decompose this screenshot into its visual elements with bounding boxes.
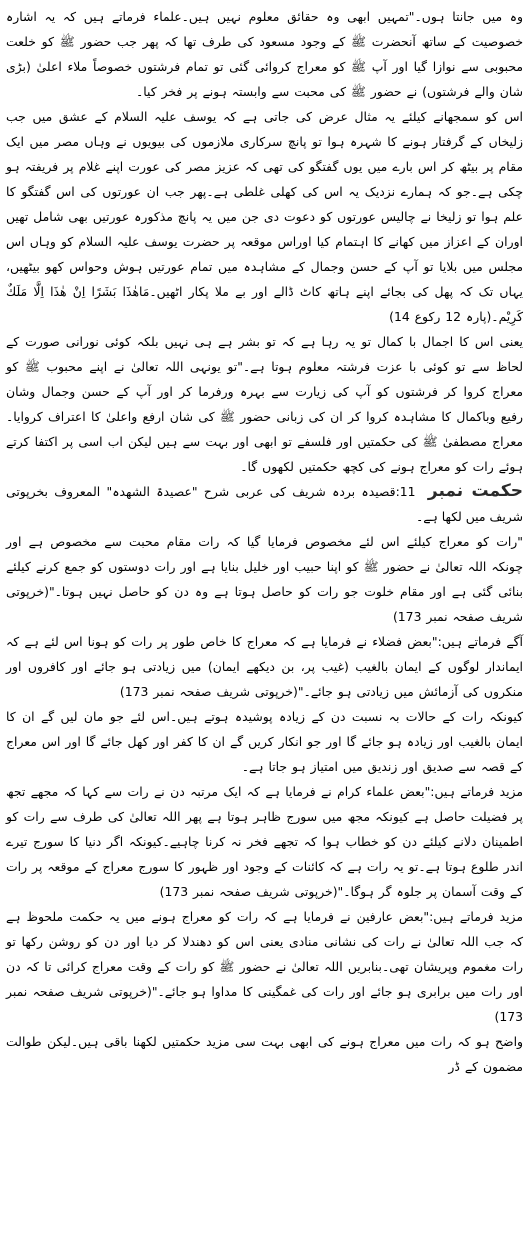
paragraph-meaning: یعنی اس کا اجمال با کمال تو یہ رہا ہے کہ تو بشر ہے ہی نہیں بلکہ کوئی نورانی صورت کے لحاظ سے تو کوئی با عزت فرشتہ معلوم ہوتا ہے۔"تو یونہی اللہ تعالیٰ نے اپنے محبوب ﷺ کو معراج کروا کر فرشتوں کو آپ کی زیارت سے بہرہ ورفرما کر اور آپ کے حسن وجمال وشان رفیع وباکمال کا مشاہدہ کروا کر ان کی زبانی حضور ﷺ کی شان ارفع واعلیٰ کا اعتراف کروایا۔معراج مصطفیٰ ﷺ کی حکمتیں اور فلسفے تو ابھی اور بہت سے ہیں لیکن اب اسی پر اکتفا کرتے ہوئے رات کو معراج ہونے کی کچھ حکمتیں لکھوں گا۔: [6, 334, 523, 474]
paragraph-intro: وہ میں جانتا ہوں۔"تمہیں ابھی وہ حقائق معلوم نہیں ہیں۔علماء فرماتے ہیں کہ یہ اشارہ خصوصیت کے ساتھ آنحضرت ﷺ کے وجود مسعود کی طرف تھا کہ پھر جب حضور ﷺ کو خلعت محبوبی سے نوازا گیا اور آپ ﷺ کو معراج کروائی گئی تو تمام فرشتوں خصوصاً ملاء اعلیٰ (بڑی شان والے فرشتوں) نے حضور ﷺ کی محبت سے وابستہ ہونے پر فخر کیا۔: [6, 9, 523, 99]
paragraph-arifin: مزید فرماتے ہیں:"بعض عارفین نے فرمایا ہے کہ رات کو معراج ہونے میں یہ حکمت ملحوظ ہے کہ جب اللہ تعالیٰ نے رات کی نشانی منادی یعنی اس کو دھندلا کر دیا اور دن کو روشن رکھا تو رات مغموم وپریشان تھی۔بنابریں اللہ تعالیٰ نے حضور ﷺ کو رات کے وقت معراج کرائی تا کہ دن اور رات میں برابری ہو جائے اور رات کی غمگینی کا مداوا ہو جائے۔"(خرپوتی شریف صفحہ نمبر 173): [6, 909, 523, 1024]
paragraph-closing: واضح ہو کہ رات میں معراج ہونے کی ابھی بہت سی مزید حکمتیں لکھنا باقی ہیں۔لیکن طوالت مضمون کے ڈر: [6, 1034, 523, 1074]
paragraph-night-hidden: کیونکہ رات کے حالات بہ نسبت دن کے زیادہ پوشیدہ ہوتے ہیں۔اس لئے جو مان لیں گے ان کا ایمان بالغیب اور زیادہ ہو جائے گا اور جو انکار کریں گے ان کا کفر اور کھل جائے گا اور اس معراج کے قصہ سے صدیق اور زندیق میں امتیاز ہو جاتا ہے۔: [6, 709, 523, 774]
paragraph-day-night-dialogue: مزید فرماتے ہیں:"بعض علماء کرام نے فرمایا ہے کہ ایک مرتبہ دن نے رات سے کہا کہ مجھے تجھ پر فضیلت حاصل ہے کیونکہ مجھ میں سورج ظاہر ہوتا ہے پھر اللہ تعالیٰ کی طرف سے رات کو اطمینان دلانے کیلئے دن کو خطاب ہوا کہ تجھے فخر نہ کرنا چاہیے۔کیونکہ اگر دنیا کا سورج تیرے اندر طلوع ہوتا ہے۔تو یہ رات ہے کہ کائنات کے وجود اور ظہور کا سورج معراج کے موقعہ پر رات کے وقت آسمان پر جلوہ گر ہوگا۔"(خرپوتی شریف صفحہ نمبر 173): [6, 784, 523, 899]
heading-text: 11:قصیدہ بردہ شریف کی عربی شرح "عصیدۃ الشھدہ" المعروف بخرپوتی شریف میں لکھا ہے۔: [6, 484, 523, 524]
heading-label: حکمت نمبر: [427, 481, 523, 501]
paragraph-yusuf-example: اس کو سمجھانے کیلئے یہ مثال عرض کی جاتی ہے کہ یوسف علیہ السلام کے عشق میں جب زلیخاں کے گرفتار ہونے کا شہرہ ہوا تو پانچ سرکاری ملازموں کی بیویوں نے وہاں مصر میں ایک مقام پر بیٹھ کر اس بارے میں یوں گفتگو کی تھی کہ عزیز مصر کی عورت اپنے غلام پر فریفتہ ہو چکی ہے۔جو کہ ہمارے نزدیک یہ اس کی کھلی غلطی ہے۔پھر جب ان عورتوں کی اس گفتگو کا علم ہوا تو زلیخا نے چالیس عورتوں کو دعوت دی جن میں یہ پانچ مذکورہ عورتیں بھی شامل تھیں اوران کے اعزاز میں کھانے کا اہتمام کیا اوراس موقعہ پر حضرت یوسف علیہ السلام کو وہاں اس مجلس میں بلایا تو آپ کے حسن وجمال کے مشاہدہ میں تمام عورتیں ہوش وحواس کھو بیٹھیں، یہاں تک کہ پھل کی بجائے اپنے ہاتھ کاٹ ڈالے اور بے ملا پکار اٹھیں۔مَاهٰذَا بَشَرًا اِنْ هٰذَا اِلَّا مَلَكٌ كَرِيْم۔(پارہ 12 رکوع 14): [6, 109, 523, 324]
paragraph-quote-night: "رات کو معراج کیلئے اس لئے مخصوص فرمایا گیا کہ رات مقام محبت سے مخصوص ہے اور چونکہ اللہ تعالیٰ نے حضور ﷺ کو اپنا حبیب اور خلیل بنایا ہے اور رات دوستوں کو جمع کرنے کیلئے بنائی گئی ہے اور مقام خلوت جو رات کو حاصل ہوتا ہے وہ دن کو حاصل نہیں ہوتا۔"(خرپوتی شریف صفحہ نمبر 173): [6, 534, 523, 624]
paragraph-scholars: آگے فرماتے ہیں:"بعض فضلاء نے فرمایا ہے کہ معراج کا خاص طور پر رات کو ہونا اس لئے ہے کہ ایماندار لوگوں کے ایمان بالغیب (غیب پر، بن دیکھے ایمان) میں زیادتی ہو جائے اور کافروں اور منکروں کی آزمائش میں زیادتی ہو جائے۔"(خرپوتی شریف صفحہ نمبر 173): [6, 634, 523, 699]
section-heading: [6, 479, 523, 529]
